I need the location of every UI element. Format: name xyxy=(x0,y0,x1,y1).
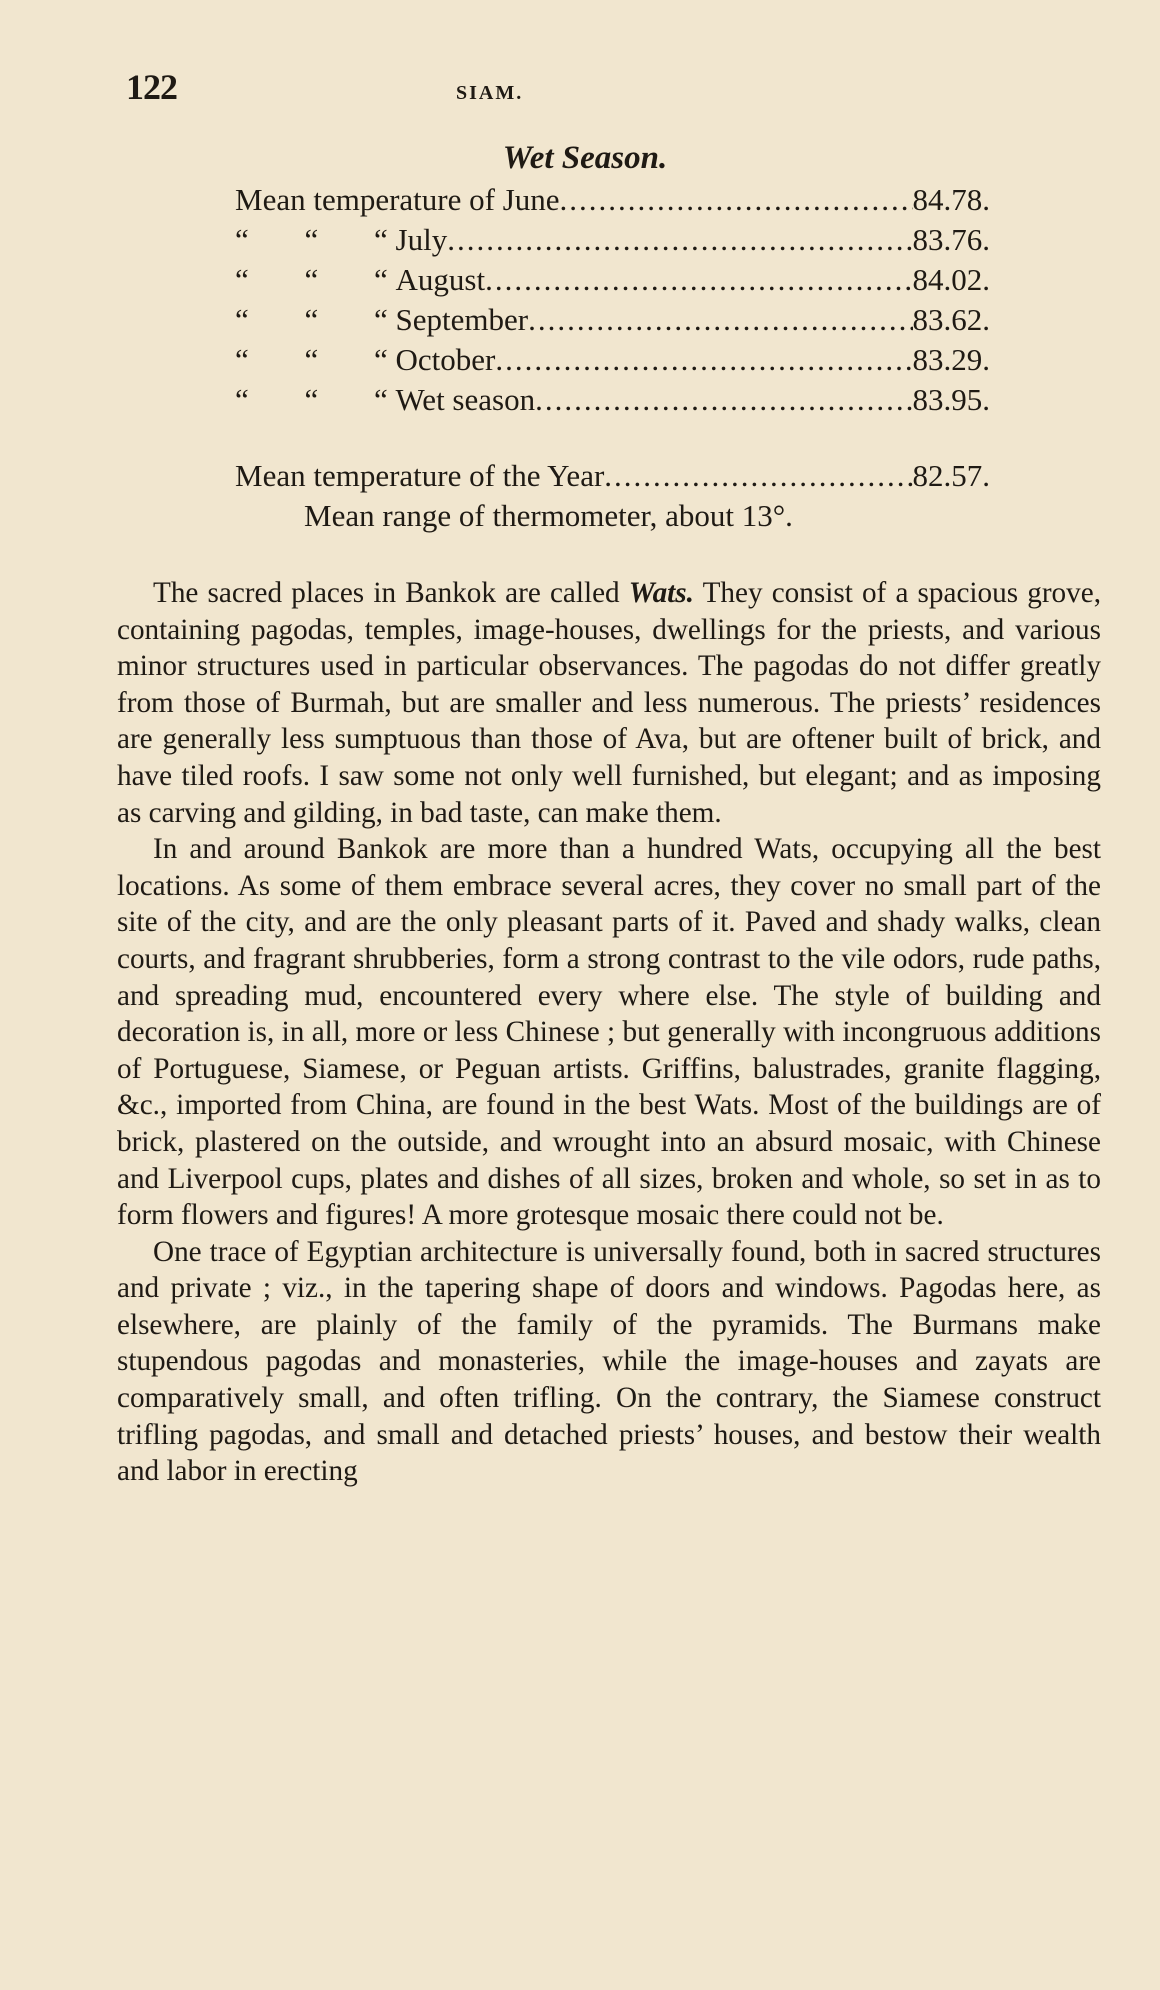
range-text: Mean range of thermometer, about 13°. xyxy=(304,498,793,533)
year-label: Mean temperature of the Year xyxy=(235,458,605,493)
year-row xyxy=(235,458,990,498)
row-prefix: “ “ “ xyxy=(235,382,388,417)
table-row xyxy=(235,222,990,262)
temperature-table xyxy=(235,182,990,422)
row-value: 83.95. xyxy=(912,382,990,417)
page-header xyxy=(126,66,1006,106)
year-value: 82.57. xyxy=(912,458,990,493)
table-title: Wet Season. xyxy=(502,140,668,176)
dot-leader xyxy=(485,262,912,298)
row-prefix: Mean temperature of xyxy=(235,182,495,217)
dot-leader xyxy=(560,182,913,218)
row-value: 84.02. xyxy=(912,262,990,297)
paragraph xyxy=(117,575,1101,831)
row-prefix: “ “ “ xyxy=(235,342,388,377)
row-month: September xyxy=(395,302,529,337)
row-month: Wet season xyxy=(395,382,536,417)
table-row xyxy=(235,302,990,342)
dot-leader xyxy=(447,222,912,258)
dot-leader xyxy=(495,342,912,378)
row-prefix: “ “ “ xyxy=(235,262,388,297)
running-head: SIAM. xyxy=(456,82,524,104)
dot-leader xyxy=(604,458,912,494)
row-month: June xyxy=(502,182,560,217)
body-text xyxy=(117,575,1101,1490)
table-row xyxy=(235,262,990,302)
paragraph: In and around Bankok are more than a hundred Wats, occupying all the best locations. As some of them embrace several acres, they cover no small part of the site of the city, and are the only pleasant parts of it. Paved and shady walks, clean courts, and fragrant shrubberies, form a strong contrast to the vile odors, rude paths, and spreading mud, encountered every where else. The style of building and decoration is, in all, more or less Chinese ; but generally with incongruous additions of Portuguese, Siamese, or Peguan artists. Griffins, balustrades, granite flagging, &c., imported from China, are found in the best Wats. Most of the buildings are of brick, plastered on the outside, and wrought into an absurd mosaic, with Chinese and Liverpool cups, plates and dishes of all sizes, broken and whole, so set in as to form flowers and figures! A more grotesque mosaic there could not be. xyxy=(117,833,1101,1232)
italic-term: Wats. xyxy=(628,577,694,609)
page-number: 122 xyxy=(126,67,177,107)
row-prefix: “ “ “ xyxy=(235,222,388,257)
row-prefix: “ “ “ xyxy=(235,302,388,337)
row-value: 84.78. xyxy=(912,182,990,217)
dot-leader xyxy=(535,382,912,418)
paragraph-text: They consist of a spacious grove, containing pagodas, temples, image-houses, dwellings for the priests, and various minor structures used in particular observances. The pagodas do not differ greatly from those of Burmah, but are smaller and less numerous. The priests’ residences are generally less sumptuous than those of Ava, but are oftener built of brick, and have tiled roofs. I saw some not only well furnished, but elegant; and as imposing as carving and gilding, in bad taste, can make them. xyxy=(117,577,1101,829)
row-value: 83.62. xyxy=(912,302,990,337)
row-month: July xyxy=(395,222,448,257)
row-value: 83.29. xyxy=(912,342,990,377)
table-row xyxy=(235,382,990,422)
year-summary xyxy=(235,458,990,538)
table-row xyxy=(235,182,990,222)
paragraph: One trace of Egyptian architecture is universally found, both in sacred structures and private ; viz., in the tapering shape of doors and windows. Pagodas here, as elsewhere, are plainly of the family of the pyramids. The Burmans make stupendous pagodas and monasteries, while the image-houses and zayats are comparatively small, and often trifling. On the contrary, the Siamese construct trifling pagodas, and small and detached priests’ houses, and bestow their wealth and labor in erecting xyxy=(117,1235,1101,1488)
row-month: August xyxy=(395,262,486,297)
dot-leader xyxy=(528,302,912,338)
paragraph-text: The sacred places in Bankok are called xyxy=(153,577,629,609)
row-value: 83.76. xyxy=(912,222,990,257)
table-row xyxy=(235,342,990,382)
row-month: October xyxy=(395,342,496,377)
